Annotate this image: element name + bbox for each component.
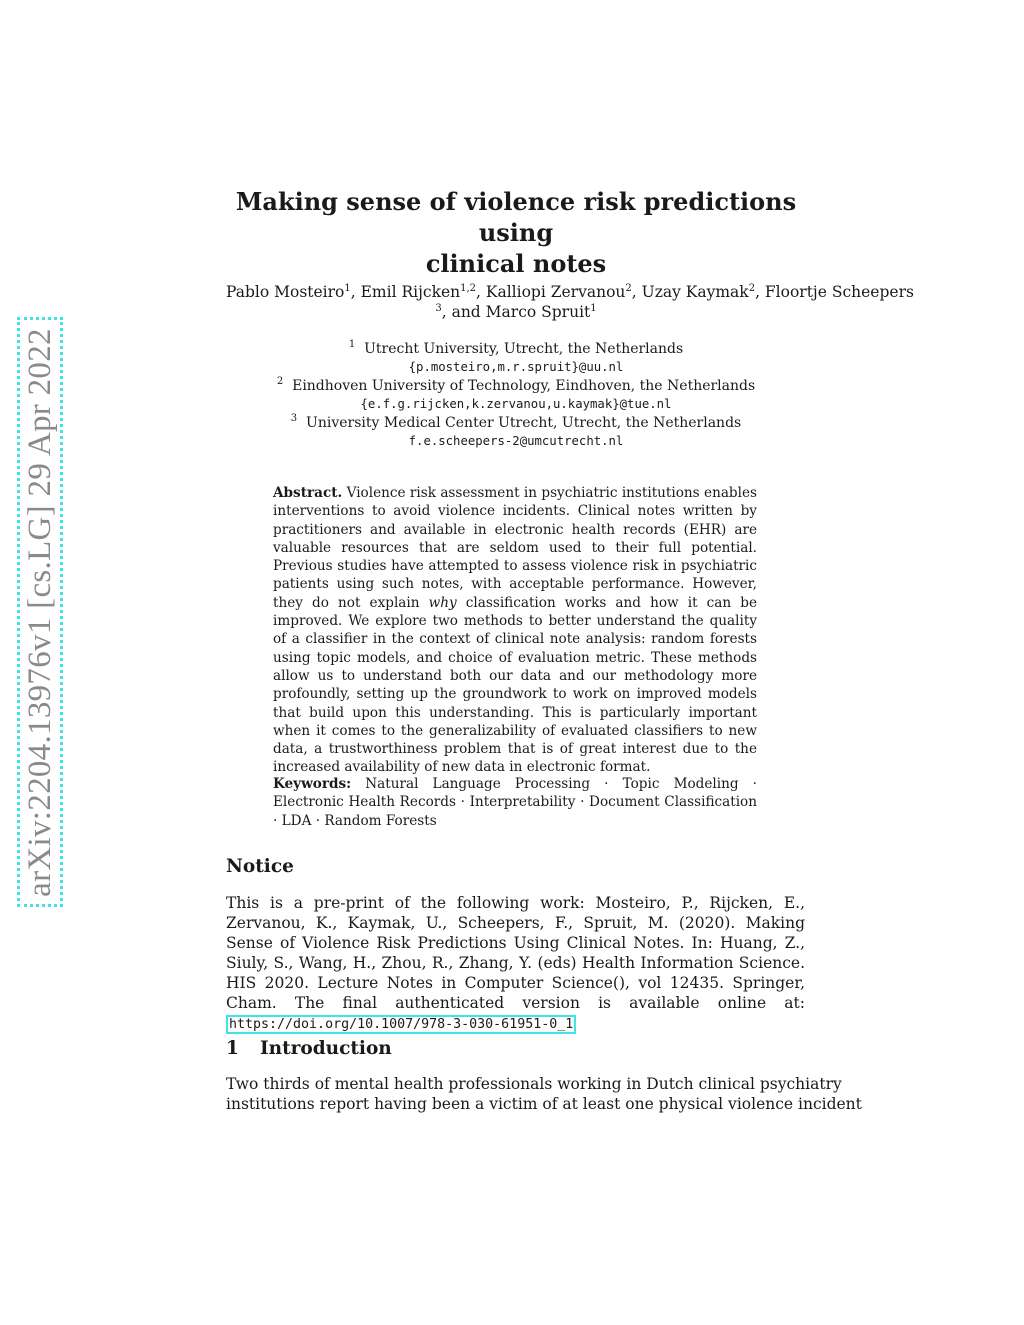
abstract-text-continued: classification works and how it can be improved. We explore two methods to better understand the quality of a classifier in the context of clinical note analysis: random forests using topic models, and choice of evaluation metric. These methods allow us to understand both our data and our methodology more profoundly, setting up the groundwork to work on improved models that build upon this understanding. This is particularly important when it comes to the generalizability of evaluated classifiers to new data, a trustworthiness problem that is of great interest due to the increased availability of new data in electronic format. [273,594,757,776]
introduction-paragraph [226,1074,862,1114]
affiliation-mark: 2 [276,375,284,387]
section-title: Introduction [260,1038,392,1059]
author-affiliation-mark: 1 [344,283,351,294]
author-line-2: $^3$, and Marco Spruit$^1$ [435,303,597,321]
author-affiliation-mark: 2 [748,283,756,294]
author-name: Kalliopi Zervanou [485,283,626,301]
introduction-line: institutions report having been a victim of at least one physical violence incident [226,1095,862,1113]
paper-title [226,186,806,279]
title-line-1: Making sense of violence risk predictions using [235,187,797,247]
keywords [273,775,757,830]
affiliation-3-email: f.e.scheepers-2@umcutrecht.nl [408,434,624,449]
introduction-line: Two thirds of mental health professionals working in Dutch clinical psychiatry [226,1075,842,1093]
author-name: Emil Rijcken [360,283,461,301]
abstract [273,484,757,777]
affiliation-name: Utrecht University, Utrecht, the Netherlands [364,341,684,357]
section-number: 1 [226,1038,239,1059]
affiliation-name: University Medical Center Utrecht, Utrecht, the Netherlands [306,414,742,431]
affiliation-1-email: {p.mosteiro,m.r.spruit}@uu.nl [408,360,624,375]
author-conjunction: and [451,303,481,321]
arxiv-id-text: arXiv:2204.13976v1 [cs.LG] 29 Apr 2022 [21,327,58,897]
author-affiliation-mark: 2 [625,283,632,294]
notice-text: This is a pre-print of the following work: Mosteiro, P., Rijcken, E., Zervanou, K., Kaymak, U., Scheepers, F., Spruit, M. (2020). Making Sense of Violence Risk Predictions Using Clinical Notes. In: Huang, Z., Siuly, S., Wang, H., Zhou, R., Zhang, Y. (eds) Health Information Science. HIS 2020. Lecture Notes in Computer Science(), vol 12435. Springer, Cham. The final authenticated version is available online at: [226,894,805,1012]
affiliation-3 [226,414,806,432]
affiliation-name: Eindhoven University of Technology, Eindhoven, the Netherlands [292,377,756,394]
title-line-2: clinical notes [425,249,607,278]
author-line-1: Pablo Mosteiro$^1$, Emil Rijcken$^{1,2}$, Kalliopi Zervanou$^2$, Uzay Kaymak$^2$, Floortje Scheepers [226,283,914,301]
affiliation-1 [226,340,806,358]
author-name: Marco Spruit [485,303,591,321]
arxiv-identifier-stamp [17,317,63,907]
author-affiliation-mark: 1 [590,303,597,314]
affiliation-2 [226,377,806,395]
notice-paragraph [226,893,805,1035]
abstract-text: Violence risk assessment in psychiatric institutions enables interventions to avoid violence incidents. Clinical notes written by practitioners and available in electronic health records (EHR) are valuable resources that are seldom used to their full potential. Previous studies have attempted to assess violence risk in psychiatric patients using such notes, with acceptable performance. However, they do not explain [273,485,757,611]
abstract-emphasis: why [428,594,457,611]
keywords-label: Keywords: [273,776,352,792]
abstract-label: Abstract. [273,485,343,501]
author-name: Floortje Scheepers [764,283,914,301]
author-affiliation-mark: 3 [435,303,442,314]
author-name: Uzay Kaymak [641,283,749,301]
introduction-heading [226,1038,392,1059]
affiliation-2-email: {e.f.g.rijcken,k.zervanou,u.kaymak}@tue.nl [360,397,672,412]
doi-link[interactable]: https://doi.org/10.1007/978-3-030-61951-0_1 [226,1015,576,1034]
author-affiliation-mark: 1,2 [460,283,477,294]
keywords-text: Natural Language Processing · Topic Modeling · Electronic Health Records · Interpretability · Document Classification · LDA · Random Forests [273,776,757,829]
affiliation-mark: 3 [290,412,298,424]
author-name: Pablo Mosteiro [226,283,345,301]
affiliations [226,340,806,450]
notice-heading: Notice [226,856,294,877]
affiliation-mark: 1 [348,339,356,350]
author-list [226,282,914,322]
